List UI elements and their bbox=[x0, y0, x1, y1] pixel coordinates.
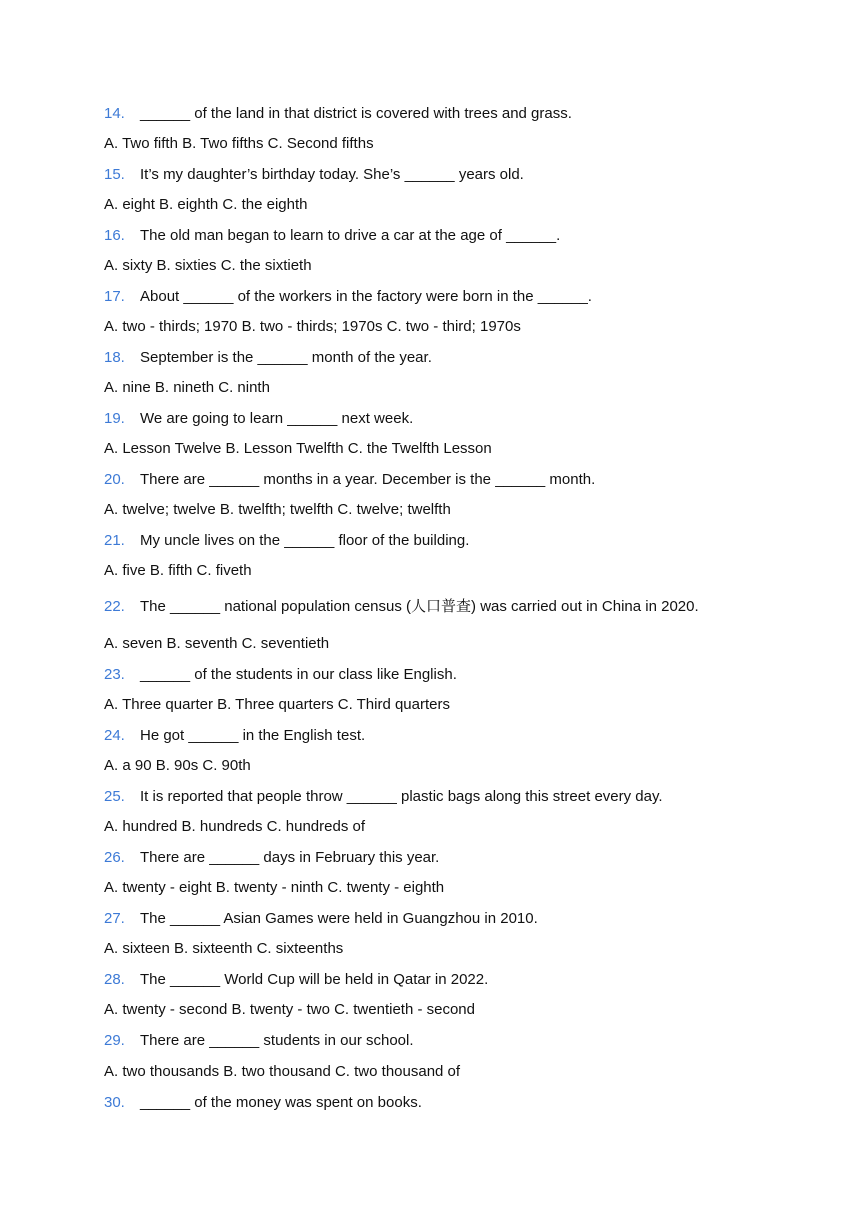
question-stem bbox=[104, 597, 699, 617]
question-number: 26. bbox=[104, 849, 125, 866]
question-stem bbox=[104, 165, 524, 185]
question-stem bbox=[104, 226, 560, 246]
question-stem bbox=[104, 287, 592, 307]
question-text: September is the ______ month of the year. bbox=[140, 349, 432, 366]
question-stem bbox=[104, 1093, 422, 1113]
answer-options: A. two - thirds; 1970 B. two - thirds; 1970s C. two - third; 1970s bbox=[104, 318, 521, 335]
question-stem bbox=[104, 848, 439, 868]
answer-options: A. Two fifth B. Two fifths C. Second fifths bbox=[104, 135, 374, 152]
question-text: There are ______ students in our school. bbox=[140, 1032, 414, 1049]
question-number: 30. bbox=[104, 1094, 125, 1111]
question-stem bbox=[104, 531, 469, 551]
answer-options: A. eight B. eighth C. the eighth bbox=[104, 196, 308, 213]
question-text: We are going to learn ______ next week. bbox=[140, 410, 414, 427]
question-stem bbox=[104, 787, 663, 807]
question-stem bbox=[104, 348, 432, 368]
question-stem bbox=[104, 970, 488, 990]
question-number: 15. bbox=[104, 166, 125, 183]
answer-options: A. twenty - eight B. twenty - ninth C. twenty - eighth bbox=[104, 879, 445, 896]
question-text: The ______ Asian Games were held in Guangzhou in 2010. bbox=[140, 910, 538, 927]
question-stem bbox=[104, 409, 413, 429]
question-number: 22. bbox=[104, 598, 125, 615]
question-number: 28. bbox=[104, 971, 125, 988]
question-number: 16. bbox=[104, 227, 125, 244]
question-stem bbox=[104, 726, 365, 746]
question-number: 18. bbox=[104, 349, 125, 366]
question-text: The ______ national population census (人口普查) was carried out in China in 2020. bbox=[140, 598, 699, 615]
answer-options: A. two thousands B. two thousand C. two thousand of bbox=[104, 1063, 461, 1080]
answer-options: A. twelve; twelve B. twelfth; twelfth C. twelve; twelfth bbox=[104, 501, 451, 518]
question-text: The old man began to learn to drive a car at the age of ______. bbox=[140, 227, 561, 244]
question-text: He got ______ in the English test. bbox=[140, 727, 366, 744]
question-text: ______ of the students in our class like English. bbox=[140, 666, 457, 683]
answer-options: A. hundred B. hundreds C. hundreds of bbox=[104, 818, 366, 835]
question-text: ______ of the money was spent on books. bbox=[140, 1094, 422, 1111]
answer-options: A. nine B. nineth C. ninth bbox=[104, 379, 270, 396]
answer-options: A. Lesson Twelve B. Lesson Twelfth C. the Twelfth Lesson bbox=[104, 440, 492, 457]
question-number: 25. bbox=[104, 788, 125, 805]
question-text: There are ______ months in a year. December is the ______ month. bbox=[140, 471, 596, 488]
answer-options: A. sixteen B. sixteenth C. sixteenths bbox=[104, 940, 344, 957]
question-stem bbox=[104, 470, 595, 490]
question-text: My uncle lives on the ______ floor of the building. bbox=[140, 532, 470, 549]
question-number: 29. bbox=[104, 1032, 125, 1049]
question-number: 19. bbox=[104, 410, 125, 427]
question-number: 27. bbox=[104, 910, 125, 927]
answer-options: A. five B. fifth C. fiveth bbox=[104, 562, 252, 579]
question-number: 17. bbox=[104, 288, 125, 305]
answer-options: A. sixty B. sixties C. the sixtieth bbox=[104, 257, 312, 274]
question-text: It’s my daughter’s birthday today. She’s ______ years old. bbox=[140, 166, 524, 183]
question-stem bbox=[104, 665, 457, 685]
question-text: It is reported that people throw ______ plastic bags along this street every day. bbox=[140, 788, 663, 805]
question-number: 24. bbox=[104, 727, 125, 744]
question-number: 20. bbox=[104, 471, 125, 488]
question-text: About ______ of the workers in the factory were born in the ______. bbox=[140, 288, 592, 305]
question-stem bbox=[104, 104, 572, 124]
question-number: 14. bbox=[104, 105, 125, 122]
question-number: 21. bbox=[104, 532, 125, 549]
question-stem bbox=[104, 909, 538, 929]
question-text: There are ______ days in February this year. bbox=[140, 849, 440, 866]
answer-options: A. twenty - second B. twenty - two C. twentieth - second bbox=[104, 1001, 475, 1018]
question-stem bbox=[104, 1031, 414, 1051]
question-number: 23. bbox=[104, 666, 125, 683]
question-text: The ______ World Cup will be held in Qatar in 2022. bbox=[140, 971, 489, 988]
answer-options: A. a 90 B. 90s C. 90th bbox=[104, 757, 251, 774]
question-text: ______ of the land in that district is covered with trees and grass. bbox=[140, 105, 572, 122]
answer-options: A. Three quarter B. Three quarters C. Third quarters bbox=[104, 696, 450, 713]
answer-options: A. seven B. seventh C. seventieth bbox=[104, 635, 330, 652]
